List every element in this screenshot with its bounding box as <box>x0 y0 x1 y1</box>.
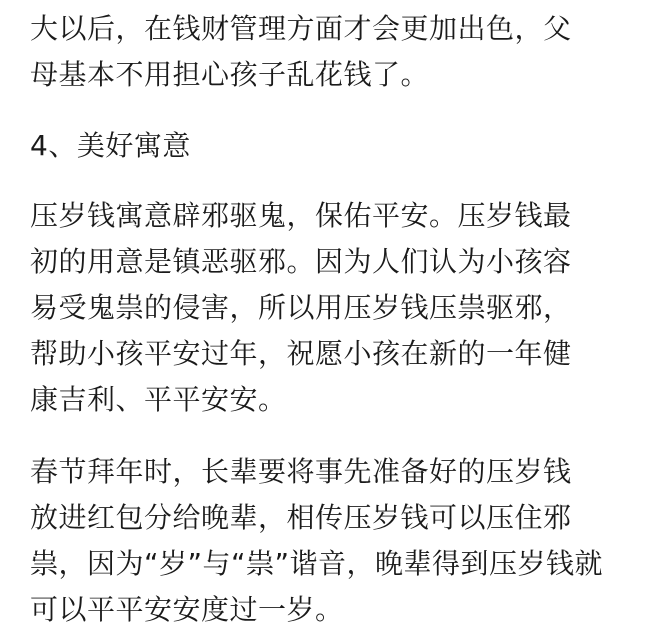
paragraph-saving-habits <box>30 6 572 98</box>
text-line: 易受鬼祟的侵害，所以用压岁钱压祟驱邪， <box>30 291 572 324</box>
text-line: 帮助小孩平安过年，祝愿小孩在新的一年健 <box>30 337 572 370</box>
paragraph-good-meaning <box>30 193 572 423</box>
text-line: 康吉利、平平安安。 <box>30 383 287 416</box>
text-line: 大以后，在钱财管理方面才会更加出色，父 <box>30 12 572 45</box>
text-line: 可以平平安安度过一岁。 <box>30 593 344 626</box>
text-line: 祟，因为“岁”与“祟”谐音，晚辈得到压岁钱就 <box>30 547 604 580</box>
text-line: 放进红包分给晚辈，相传压岁钱可以压住邪 <box>30 501 572 534</box>
text-line: 初的用意是镇恶驱邪。因为人们认为小孩容 <box>30 245 572 278</box>
text-line: 压岁钱寓意辟邪驱鬼，保佑平安。压岁钱最 <box>30 199 572 232</box>
text-line: 春节拜年时，长辈要将事先准备好的压岁钱 <box>30 455 572 488</box>
text-line: 母基本不用担心孩子乱花钱了。 <box>30 58 430 91</box>
section-heading: 4、美好寓意 <box>30 129 191 162</box>
paragraph-new-year-custom <box>30 449 603 633</box>
